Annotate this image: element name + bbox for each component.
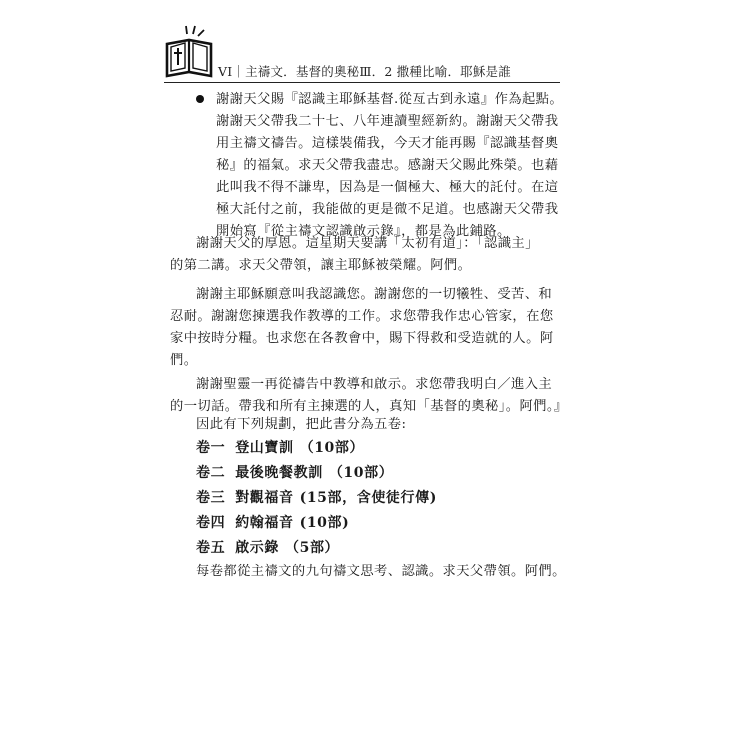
volume-label: 卷五 bbox=[196, 540, 226, 556]
bullet-line: 此叫我不得不謙卑，因為是一個極大、極大的託付。在這 bbox=[216, 180, 559, 195]
paragraph-line: 家中按時分糧。也求您在各教會中，賜下得救和受造就的人。阿 bbox=[170, 331, 554, 346]
volume-item bbox=[196, 512, 349, 532]
volume-title: 最後晚餐教訓 bbox=[235, 465, 323, 481]
volume-title: 登山寶訓 bbox=[235, 440, 294, 456]
header-rule bbox=[164, 82, 560, 83]
volume-count: (10部) bbox=[299, 515, 350, 531]
paragraph-thanks-father bbox=[170, 233, 562, 277]
bullet-line: 用主禱文禱告。這樣裝備我，今天才能再賜『認識基督奧 bbox=[216, 136, 559, 151]
volume-item bbox=[196, 537, 339, 557]
paragraph-thanks-spirit bbox=[170, 374, 568, 418]
volume-item bbox=[196, 462, 393, 482]
volume-count: (15部，含使徒行傳) bbox=[299, 490, 437, 506]
running-header: VI｜主禱文．基督的奧秘Ⅲ．2 撒種比喻．耶穌是誰 bbox=[218, 64, 511, 79]
volume-label: 卷一 bbox=[196, 440, 226, 456]
paragraph-line: 的第二講。求天父帶領，讓主耶穌被榮耀。阿們。 bbox=[170, 258, 472, 273]
volume-label: 卷四 bbox=[196, 515, 226, 531]
bullet-icon bbox=[196, 95, 204, 103]
volume-item bbox=[196, 487, 437, 507]
paragraph-line: 謝謝主耶穌願意叫我認識您。謝謝您的一切犧牲、受苦、和 bbox=[196, 287, 553, 302]
volume-count: （5部） bbox=[285, 540, 340, 556]
paragraph-plan-intro bbox=[170, 414, 562, 436]
volume-count: （10部） bbox=[328, 465, 394, 481]
volume-title: 啟示錄 bbox=[235, 540, 280, 556]
volume-title: 約翰福音 bbox=[235, 515, 294, 531]
bullet-line: 謝謝天父帶我二十七、八年連讀聖經新約。謝謝天父帶我 bbox=[216, 114, 559, 129]
paragraph-line: 的一切話。帶我和所有主揀選的人，真知「基督的奧秘」。阿們。』 bbox=[170, 399, 568, 414]
closing-sentence: 每卷都從主禱文的九句禱文思考、認識。求天父帶領。阿們。 bbox=[196, 564, 566, 579]
paragraph-line: 謝謝聖靈一再從禱告中教導和啟示。求您帶我明白／進入主 bbox=[196, 377, 553, 392]
bullet-line: 秘』的福氣。求天父帶我盡忠。感謝天父賜此殊榮。也藉 bbox=[216, 158, 559, 173]
paragraph-line: 謝謝天父的厚恩。這星期天要講「太初有道」：「認識主」 bbox=[196, 236, 539, 251]
bullet-line: 開始寫『從主禱文認識啟示錄』，都是為此鋪路。 bbox=[216, 224, 511, 239]
paragraph-line: 忍耐。謝謝您揀選我作教導的工作。求您帶我作忠心管家，在您 bbox=[170, 309, 554, 324]
volume-count: （10部） bbox=[299, 440, 365, 456]
volume-label: 卷三 bbox=[196, 490, 226, 506]
volume-label: 卷二 bbox=[196, 465, 226, 481]
paragraph-line: 因此有下列規劃，把此書分為五卷: bbox=[196, 417, 407, 432]
paragraph-line: 們。 bbox=[170, 353, 198, 368]
bullet-line: 極大託付之前，我能做的更是微不足道。也感謝天父帶我 bbox=[216, 202, 559, 217]
paragraph-thanks-jesus bbox=[170, 284, 562, 372]
book-cross-icon bbox=[164, 24, 214, 80]
volume-item bbox=[196, 437, 364, 457]
volume-title: 對觀福音 bbox=[235, 490, 294, 506]
bullet-line: 謝謝天父賜『認識主耶穌基督.從亙古到永遠』作為起點。 bbox=[216, 92, 564, 107]
